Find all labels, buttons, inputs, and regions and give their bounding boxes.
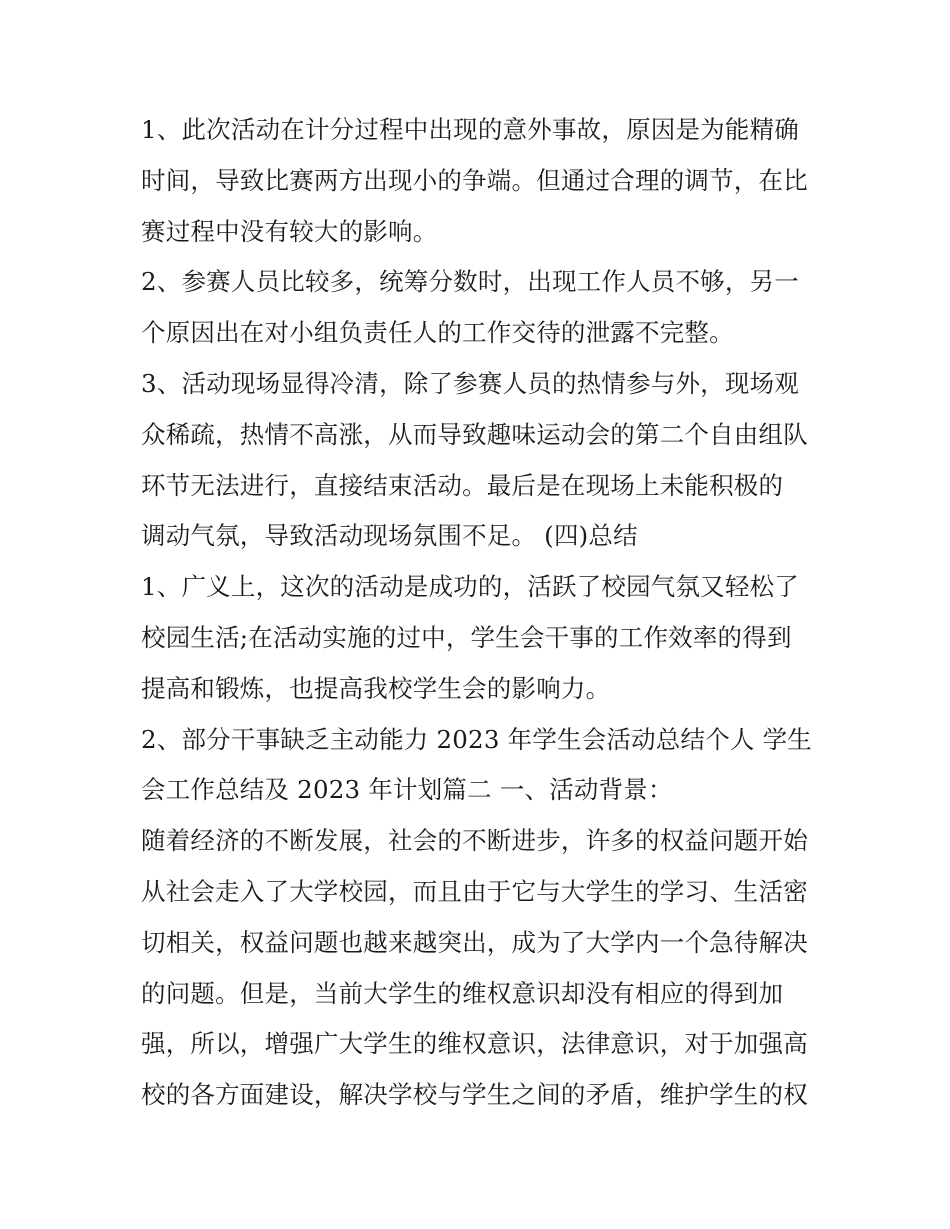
text-line: 1、此次活动在计分过程中出现的意外事故，原因是为能精确 <box>141 115 799 144</box>
text-line: 环节无法进行，直接结束活动。最后是在现场上未能积极的 <box>141 470 784 500</box>
text-line: 会工作总结及 2023 年计划篇二 一、活动背景： <box>141 775 673 805</box>
text-line: 3、活动现场显得冷清，除了参赛人员的热情参与外，现场观 <box>141 368 799 398</box>
text-line: 2、参赛人员比较多，统筹分数时，出现工作人员不够，另一 <box>141 267 799 297</box>
text-line: 时间，导致比赛两方出现小的争端。但通过合理的调节，在比 <box>141 165 808 195</box>
text-line: 2、部分干事缺乏主动能力 2023 年学生会活动总结个人 学生 <box>141 724 812 754</box>
text-line: 从社会走入了大学校园，而且由于它与大学生的学习、生活密 <box>141 876 808 906</box>
text-line: 1、广义上，这次的活动是成功的，活跃了校园气氛又轻松了 <box>141 572 799 602</box>
text-line: 切相关，权益问题也越来越突出，成为了大学内一个急待解决 <box>141 927 808 957</box>
text-line: 提高和锻炼，也提高我校学生会的影响力。 <box>141 673 611 703</box>
text-line: 个原因出在对小组负责任人的工作交待的泄露不完整。 <box>141 318 734 348</box>
text-line: 的问题。但是，当前大学生的维权意识却没有相应的得到加 <box>141 978 784 1008</box>
text-line: 强，所以，增强广大学生的维权意识，法律意识，对于加强高 <box>141 1029 808 1059</box>
text-line: 校的各方面建设，解决学校与学生之间的矛盾，维护学生的权 <box>141 1080 808 1110</box>
text-line: 赛过程中没有较大的影响。 <box>141 216 438 246</box>
text-line: 校园生活;在活动实施的过中，学生会干事的工作效率的得到 <box>141 622 792 652</box>
text-line: 随着经济的不断发展，社会的不断进步，许多的权益问题开始 <box>141 826 808 856</box>
text-line: 调动气氛，导致活动现场氛围不足。 (四)总结 <box>141 521 638 551</box>
text-line: 众稀疏，热情不高涨，从而导致趣味运动会的第二个自由组队 <box>141 419 808 449</box>
document-body <box>141 105 821 1121</box>
